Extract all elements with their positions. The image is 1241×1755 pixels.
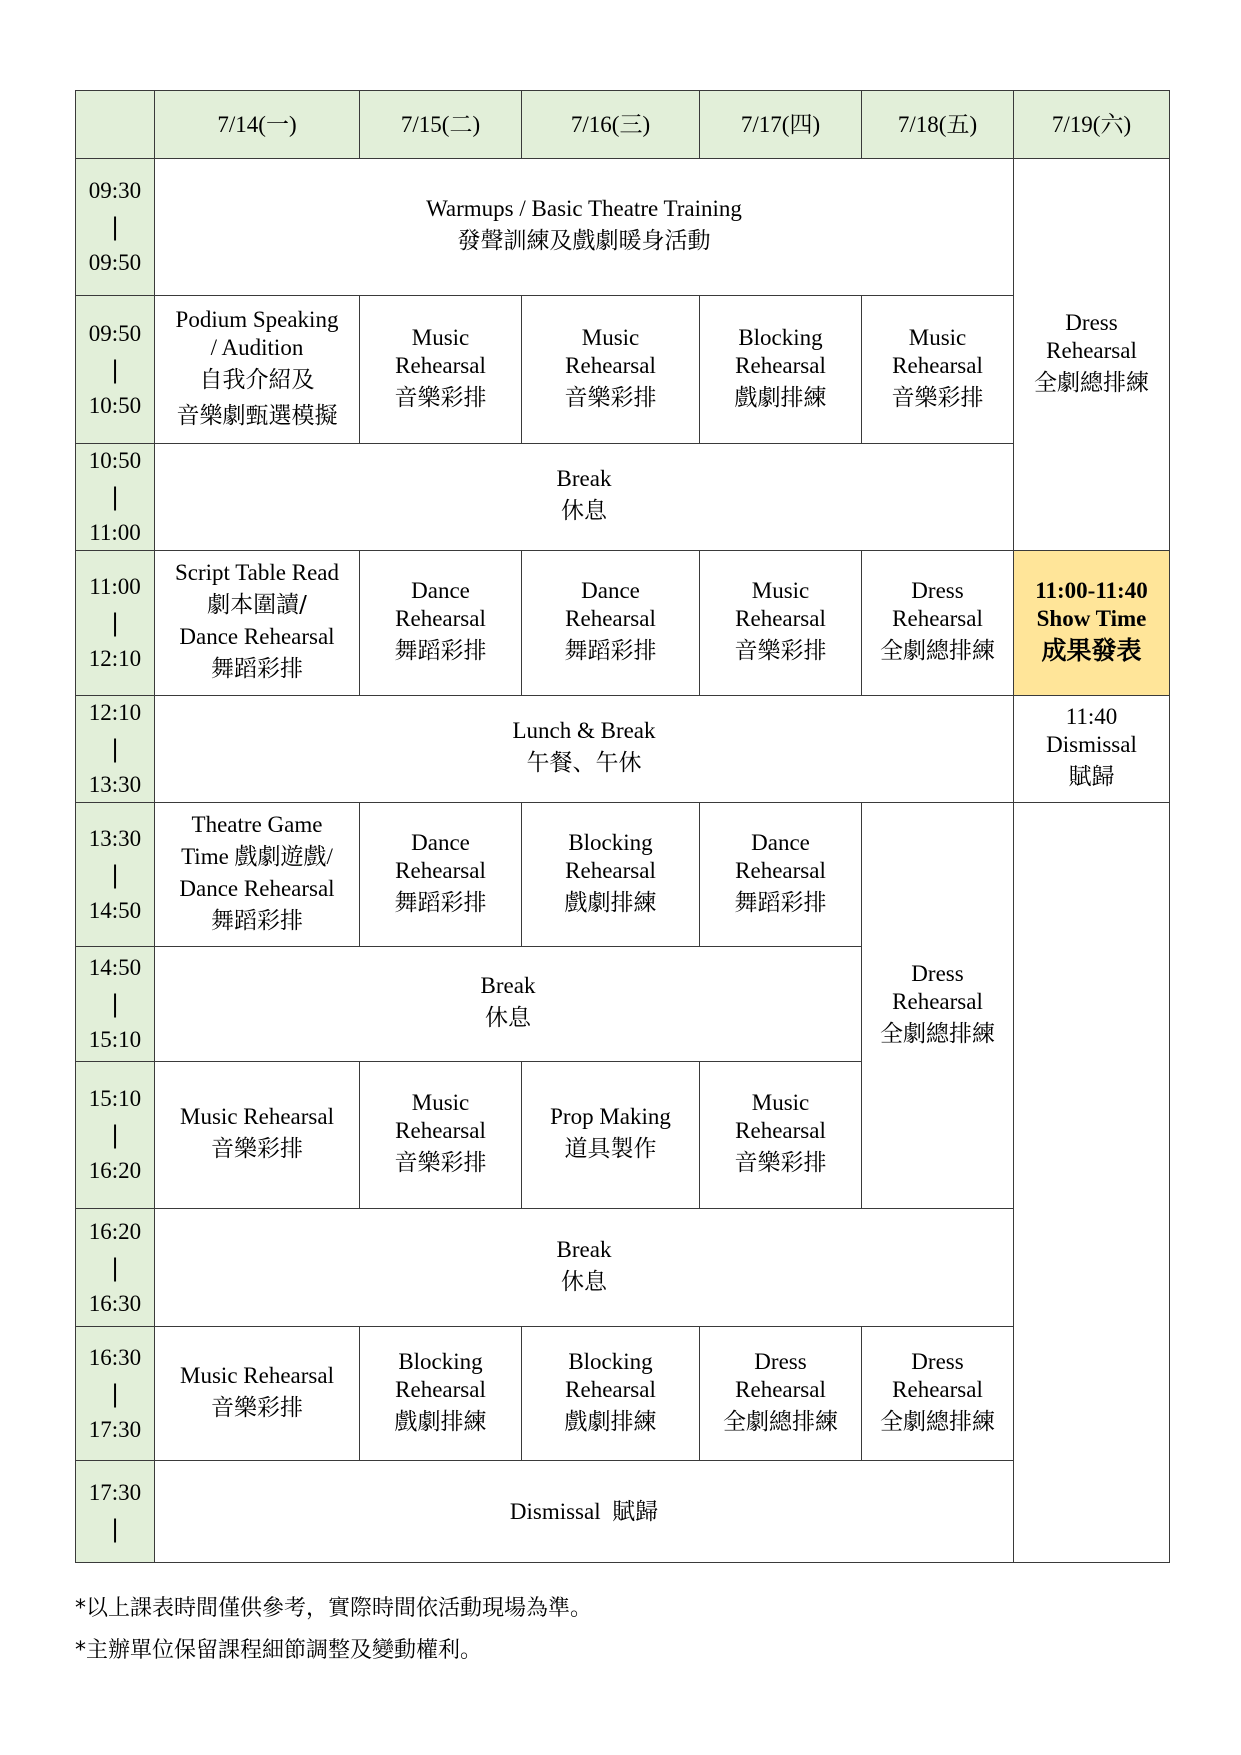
- cell-en: Blocking: [568, 1348, 653, 1374]
- cell-zh: 舞蹈彩排: [211, 656, 303, 682]
- cell-zh: 舞蹈彩排: [211, 907, 303, 934]
- time-separator: |: [110, 860, 120, 889]
- cell-zh: 音樂彩排: [564, 384, 657, 411]
- time-slot: [76, 947, 155, 1062]
- time-slot: [76, 696, 155, 803]
- cell-zh: 午餐、午休: [526, 750, 642, 776]
- time-end: 10:50: [88, 392, 142, 418]
- time-start: 17:30: [88, 1479, 142, 1505]
- break-cell: [155, 947, 862, 1062]
- time-separator: |: [110, 609, 120, 637]
- cell-en: Music: [581, 324, 640, 350]
- cell-en: Rehearsal: [395, 1376, 486, 1402]
- cell-en: Rehearsal: [735, 352, 826, 378]
- cell-en: Dance Rehearsal: [179, 875, 335, 901]
- cell-en: Dance: [411, 578, 470, 603]
- sat-dismissal-cell: [1014, 696, 1170, 803]
- time-separator: |: [110, 1121, 120, 1149]
- cell-zh: 音樂彩排: [734, 1150, 827, 1176]
- cell-en: Dismissal: [1046, 732, 1137, 757]
- cell-en: Lunch & Break: [512, 718, 656, 743]
- cell-zh: 舞蹈彩排: [394, 889, 487, 916]
- time-end: 13:30: [88, 772, 142, 797]
- header-corner: [76, 91, 155, 159]
- table-row: [76, 159, 1170, 296]
- cell-zh: 自我介紹及: [199, 366, 315, 393]
- cell-en: Rehearsal: [892, 988, 983, 1014]
- time-separator: |: [110, 735, 120, 763]
- cell-zh: 音樂彩排: [734, 638, 827, 664]
- activity-cell-thu: [700, 551, 862, 696]
- cell-en: Music Rehearsal: [180, 1362, 334, 1388]
- cell-en: Blocking: [738, 324, 823, 350]
- cell-en: Dress: [911, 1348, 964, 1374]
- cell-zh: 全劇總排練: [880, 1020, 995, 1047]
- cell-en: Rehearsal: [395, 352, 486, 378]
- cell-en: Rehearsal: [892, 352, 983, 378]
- cell-en: Dress: [911, 578, 964, 603]
- show-time-cell: [1014, 551, 1170, 696]
- cell-zh: 音樂彩排: [394, 1150, 487, 1176]
- cell-en: Break: [556, 466, 612, 491]
- activity-cell-tue: [360, 296, 522, 444]
- break-cell: [155, 444, 1014, 551]
- day-header-tue: 7/15(二): [360, 91, 522, 159]
- footnote: *以上課表時間僅供參考，實際時間依活動現場為準。: [75, 1596, 593, 1621]
- time-start: 09:50: [88, 320, 142, 346]
- cell-en: Dance: [581, 578, 640, 603]
- table-row: [76, 1327, 1170, 1461]
- time-end: 12:10: [88, 646, 142, 671]
- cell-en: Music Rehearsal: [180, 1104, 334, 1129]
- cell-zh: 休息: [561, 1268, 607, 1295]
- cell-zh: 劇本圍讀/: [207, 592, 307, 618]
- cell-zh: 舞蹈彩排: [734, 889, 827, 916]
- time-end: 16:30: [88, 1290, 142, 1316]
- cell-en: Warmups / Basic Theatre Training: [426, 196, 742, 221]
- table-row: [76, 296, 1170, 444]
- lunch-cell: [155, 696, 1014, 803]
- cell-en: Rehearsal: [1046, 337, 1137, 363]
- cell-en: Podium Speaking: [175, 306, 339, 332]
- show-time-range: 11:00-11:40: [1035, 578, 1148, 603]
- day-header-sat: 7/19(六): [1014, 91, 1170, 159]
- footnote: *主辦單位保留課程細節調整及變動權利。: [75, 1638, 483, 1663]
- cell-en: Rehearsal: [892, 1376, 983, 1402]
- cell-en: Music: [908, 324, 967, 350]
- activity-cell-thu: [700, 1327, 862, 1461]
- time-separator: |: [110, 1379, 120, 1408]
- cell-en: Rehearsal: [735, 1376, 826, 1402]
- day-header-fri: 7/18(五): [862, 91, 1014, 159]
- time-start: 09:30: [88, 178, 142, 203]
- time-start: 15:10: [88, 1086, 142, 1111]
- cell-en: Rehearsal: [395, 1118, 486, 1143]
- cell-en: Rehearsal: [565, 606, 656, 631]
- time-separator: |: [110, 355, 120, 384]
- time-slot: [76, 551, 155, 696]
- cell-en: Dance: [411, 829, 470, 855]
- time-separator: |: [110, 483, 120, 511]
- cell-en: Prop Making: [550, 1104, 671, 1129]
- cell-en: Rehearsal: [565, 352, 656, 378]
- time-start: 16:30: [88, 1344, 142, 1370]
- dismissal-cell: [155, 1461, 1014, 1563]
- time-end: 15:10: [88, 1027, 142, 1052]
- cell-en: Theatre Game: [191, 811, 323, 837]
- cell-zh: 賦歸: [1068, 764, 1115, 790]
- time-slot: [76, 1209, 155, 1327]
- time-slot: [76, 444, 155, 551]
- cell-zh: 音樂彩排: [211, 1394, 303, 1421]
- day-header-wed: 7/16(三): [522, 91, 700, 159]
- cell-zh: 音樂彩排: [211, 1136, 303, 1162]
- cell-zh: 戲劇排練: [734, 384, 827, 411]
- activity-cell-tue: [360, 551, 522, 696]
- time-start: 13:30: [88, 825, 142, 851]
- activity-cell-wed: [522, 1327, 700, 1461]
- table-row: [76, 551, 1170, 696]
- day-header-mon: 7/14(一): [155, 91, 360, 159]
- schedule-table: [75, 90, 1170, 1563]
- activity-cell-wed: [522, 1062, 700, 1209]
- cell-zh: 發聲訓練及戲劇暖身活動: [457, 228, 711, 254]
- activity-cell-tue: [360, 1327, 522, 1461]
- activity-cell-fri: [862, 296, 1014, 444]
- activity-cell-fri: [862, 1327, 1014, 1461]
- table-row: [76, 696, 1170, 803]
- time-end: 09:50: [88, 250, 142, 275]
- time-slot: [76, 296, 155, 444]
- cell-text: Dismissal 賦歸: [509, 1498, 659, 1524]
- cell-zh: 全劇總排練: [880, 1408, 995, 1435]
- cell-zh: 音樂彩排: [891, 384, 984, 411]
- cell-zh: 戲劇排練: [564, 889, 657, 916]
- fri-dress-rehearsal-cell: [862, 803, 1014, 1209]
- time-end: 11:00: [89, 520, 141, 545]
- cell-en: Dress: [911, 960, 964, 986]
- time-start: 16:20: [88, 1218, 142, 1244]
- cell-zh: 舞蹈彩排: [564, 638, 657, 664]
- cell-en: Rehearsal: [565, 1376, 656, 1402]
- cell-en: Music: [411, 324, 470, 350]
- table-row: [76, 803, 1170, 947]
- cell-en: Blocking: [398, 1348, 483, 1374]
- cell-en: Dance Rehearsal: [179, 624, 335, 649]
- cell-zh: 音樂劇甄選模擬: [176, 402, 338, 429]
- time-end: 14:50: [88, 897, 142, 923]
- activity-cell-thu: [700, 1062, 862, 1209]
- cell-zh: 戲劇排練: [394, 1408, 487, 1435]
- table-row: [76, 444, 1170, 551]
- activity-cell-tue: [360, 1062, 522, 1209]
- cell-zh: 休息: [561, 498, 607, 524]
- cell-zh: 全劇總排練: [1034, 369, 1149, 396]
- time-start: 12:10: [88, 700, 142, 725]
- cell-en: Rehearsal: [735, 1118, 826, 1143]
- cell-zh: 道具製作: [564, 1136, 657, 1162]
- cell-en: Break: [480, 973, 536, 998]
- time-slot: [76, 1327, 155, 1461]
- cell-en: Script Table Read: [174, 560, 340, 585]
- cell-en: Dress: [1065, 309, 1118, 335]
- cell-zh: 戲劇排練: [564, 1408, 657, 1435]
- cell-zh: 舞蹈彩排: [394, 638, 487, 664]
- header-row: [76, 91, 1170, 159]
- cell-en: Music: [411, 1090, 470, 1115]
- cell-en: Rehearsal: [735, 857, 826, 883]
- cell-en: Dance: [751, 829, 810, 855]
- day-header-thu: 7/17(四): [700, 91, 862, 159]
- activity-cell-wed: [522, 803, 700, 947]
- cell-zh: 全劇總排練: [880, 638, 995, 664]
- warmups-cell: [155, 159, 1014, 296]
- cell-en: Music: [751, 1090, 810, 1115]
- time-start: 10:50: [88, 448, 142, 473]
- activity-cell-thu: [700, 296, 862, 444]
- cell-en: Rehearsal: [892, 606, 983, 631]
- activity-cell-mon: [155, 803, 360, 947]
- time-slot: [76, 1461, 155, 1563]
- cell-en: Rehearsal: [735, 606, 826, 631]
- time-slot: [76, 159, 155, 296]
- cell-zh: 全劇總排練: [723, 1408, 838, 1435]
- time-separator: |: [110, 213, 120, 241]
- time-separator: |: [110, 990, 120, 1018]
- time-separator: |: [110, 1514, 120, 1543]
- activity-cell-fri: [862, 551, 1014, 696]
- table-row: [76, 1209, 1170, 1327]
- activity-cell-mon: [155, 1327, 360, 1461]
- activity-cell-wed: [522, 551, 700, 696]
- cell-zh: 音樂彩排: [394, 384, 487, 411]
- cell-en: Rehearsal: [395, 606, 486, 631]
- footnotes: [75, 1588, 592, 1672]
- cell-en: Rehearsal: [395, 857, 486, 883]
- show-time-label: Show Time: [1036, 606, 1147, 631]
- activity-cell-thu: [700, 803, 862, 947]
- time-separator: |: [110, 1253, 120, 1282]
- cell-time: 11:40: [1065, 704, 1118, 729]
- cell-en: Rehearsal: [565, 857, 656, 883]
- time-end: 16:20: [88, 1158, 142, 1183]
- cell-mixed: Time 戲劇遊戲/: [181, 843, 333, 869]
- activity-cell-mon: [155, 551, 360, 696]
- activity-cell-mon: [155, 296, 360, 444]
- time-start: 14:50: [88, 955, 142, 980]
- cell-en: Blocking: [568, 829, 653, 855]
- table-row: [76, 1461, 1170, 1563]
- activity-cell-mon: [155, 1062, 360, 1209]
- cell-en: Dress: [754, 1348, 807, 1374]
- sat-empty-cell: [1014, 803, 1170, 1563]
- time-end: 17:30: [88, 1416, 142, 1442]
- activity-cell-tue: [360, 803, 522, 947]
- break-cell: [155, 1209, 1014, 1327]
- show-time-zh: 成果發表: [1041, 636, 1142, 665]
- time-slot: [76, 1062, 155, 1209]
- cell-en: / Audition: [210, 334, 304, 360]
- cell-en: Break: [556, 1236, 612, 1262]
- time-slot: [76, 803, 155, 947]
- cell-zh: 休息: [485, 1005, 531, 1031]
- sat-dress-rehearsal-cell: [1014, 159, 1170, 551]
- activity-cell-wed: [522, 296, 700, 444]
- cell-en: Music: [751, 578, 810, 603]
- time-start: 11:00: [89, 574, 141, 599]
